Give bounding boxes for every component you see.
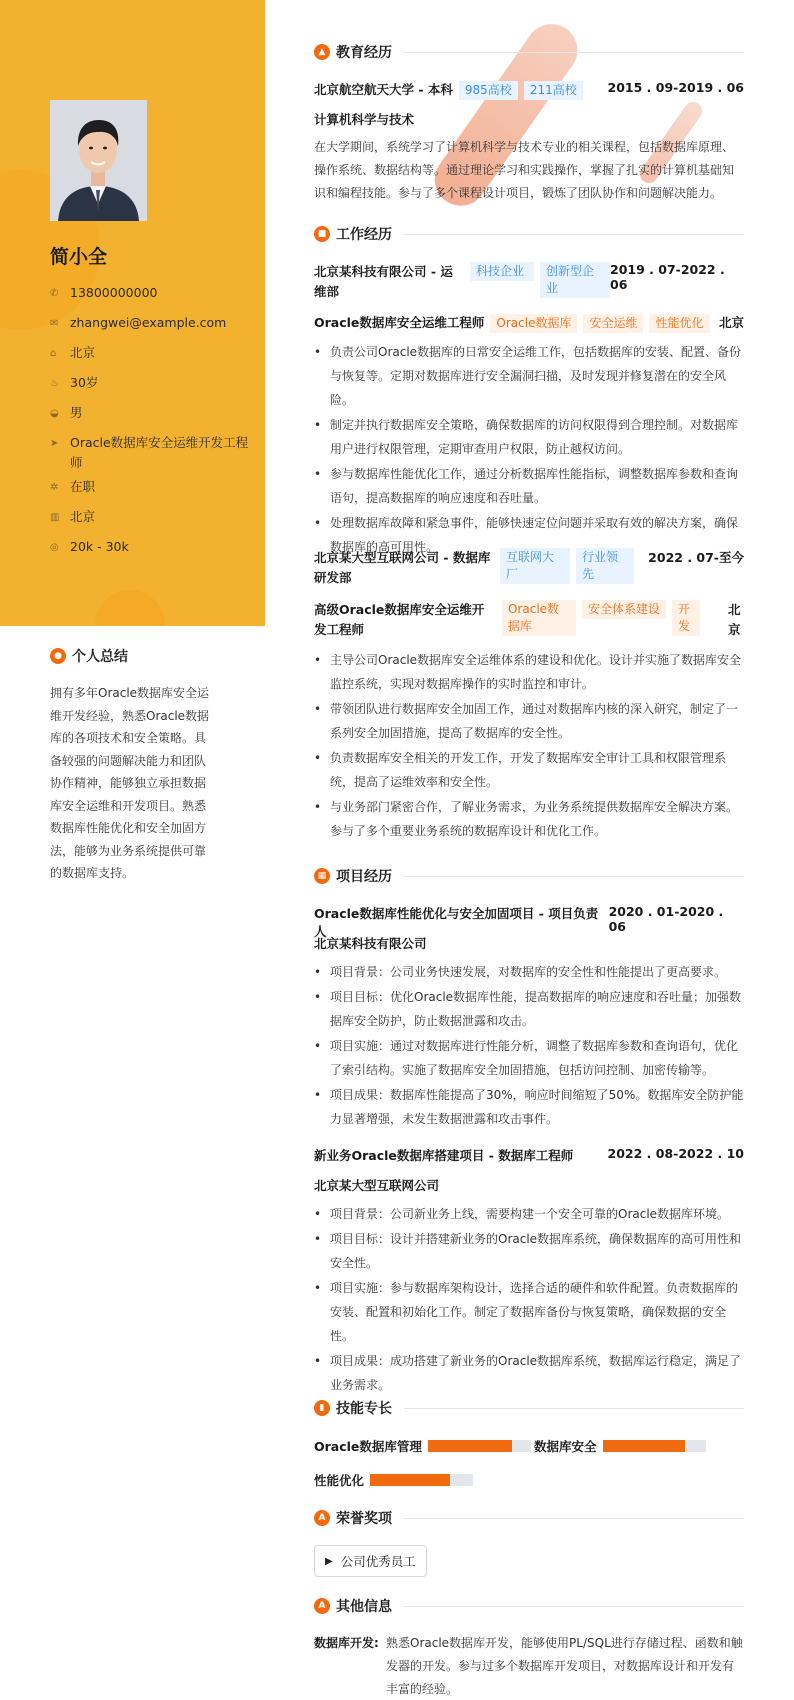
project-company: 北京某科技有限公司	[314, 936, 427, 951]
project-details-list	[314, 1202, 744, 1398]
email-icon: ✉	[50, 318, 59, 329]
project-name: Oracle数据库性能优化与安全加固项目 - 项目负责人	[314, 906, 599, 939]
job-city: 北京	[718, 315, 744, 330]
awards-title: 荣誉奖项	[336, 1511, 392, 1527]
education-date: 2015 . 09-2019 . 06	[607, 80, 744, 95]
list-item: • 参与数据库性能优化工作，通过分析数据库性能指标，调整数据库参数和查询语句，提高数据库的响应速度和吞吐量。	[314, 462, 744, 510]
home-icon: ⌂	[50, 348, 57, 359]
job-duties-list	[314, 648, 744, 844]
age-value: 30岁	[70, 375, 99, 390]
other-info-value: 熟悉Oracle数据库开发，能够使用PL/SQL进行存储过程、函数和触发器的开发。参与过多个数据库开发项目，对数据库设计和开发有丰富的经验。	[386, 1636, 743, 1696]
divider	[404, 234, 744, 235]
summary-text: 拥有多年Oracle数据库安全运维开发经验，熟悉Oracle数据库的各项技术和安全策略。具备较强的问题解决能力和团队协作精神，能够独立承担数据库安全运维和开发项目。熟悉数据库性能优化和安全加固方法，能够为业务系统提供可靠的数据库支持。	[50, 686, 210, 880]
location-value: 北京	[70, 345, 96, 360]
education-heading	[314, 42, 744, 62]
status-value: 在职	[70, 479, 96, 494]
candidate-name: 简小全	[50, 246, 108, 268]
summary-title: 个人总结	[72, 649, 128, 665]
skill-name: 数据库安全	[534, 1439, 597, 1454]
info-status	[50, 477, 250, 507]
list-item: • 项目背景：公司业务快速发展，对数据库的安全性和性能提出了更高要求。	[314, 960, 744, 984]
avatar	[50, 100, 147, 221]
project-details-list	[314, 960, 744, 1132]
list-item: • 处理数据库故障和紧急事件，能够快速定位问题并采取有效的解决方案，确保数据库的高可用性。	[314, 511, 744, 559]
user-icon: ●	[50, 648, 66, 664]
phone-value: 13800000000	[70, 285, 158, 300]
other-info-key: 数据库开发:	[314, 1636, 379, 1650]
skill-bar	[603, 1440, 706, 1452]
decorative-blob	[95, 590, 165, 626]
other-heading	[314, 1596, 744, 1616]
list-item: • 带领团队进行数据库安全加固工作，通过对数据库内核的深入研究，制定了一系列安全加固措施，提高了数据库的安全性。	[314, 697, 744, 745]
info-gender	[50, 403, 250, 433]
role-tag: Oracle数据库	[502, 600, 576, 636]
info-location	[50, 343, 250, 373]
cake-icon: ♨	[50, 378, 59, 389]
email-value: zhangwei@example.com	[70, 315, 227, 330]
grid-icon: ▦	[314, 868, 330, 884]
skill-bar-fill	[428, 1440, 512, 1452]
info-age	[50, 373, 250, 403]
job-city: 北京	[728, 602, 741, 637]
school-name: 北京航空航天大学 - 本科	[314, 82, 453, 97]
project-header	[314, 1146, 744, 1164]
send-icon: ➤	[50, 438, 59, 449]
job-header	[314, 548, 744, 588]
list-item: • 项目目标：优化Oracle数据库性能，提高数据库的响应速度和吞吐量；加强数据库安全防护，防止数据泄露和攻击。	[314, 985, 744, 1033]
role-tag: 安全体系建设	[582, 600, 666, 619]
projects-heading	[314, 866, 744, 886]
company-tag: 行业领先	[576, 548, 634, 584]
building-icon: ▥	[50, 512, 60, 523]
money-icon: ◎	[50, 542, 59, 553]
school-tag: 985高校	[459, 81, 518, 100]
job-company-block	[314, 548, 634, 588]
job-company: 北京某大型互联网公司 - 数据库研发部	[314, 550, 491, 585]
briefcase-icon: ■	[314, 226, 330, 242]
divider	[404, 1606, 744, 1607]
skill-item	[534, 1437, 706, 1455]
work-title: 工作经历	[336, 227, 392, 243]
job-role-block	[314, 313, 710, 333]
list-item: • 负责数据库安全相关的开发工作，开发了数据库安全审计工具和权限管理系统，提高了运维效率和安全性。	[314, 746, 744, 794]
job-header	[314, 262, 744, 302]
award-label: 公司优秀员工	[340, 1554, 416, 1569]
list-item: • 项目实施：参与数据库架构设计，选择合适的硬件和软件配置。负责数据库的安装、配置和初始化工作。制定了数据库备份与恢复策略，确保数据的安全性。	[314, 1276, 744, 1348]
role-tag: 安全运维	[583, 314, 643, 333]
award-chip	[314, 1545, 427, 1577]
project-company: 北京某大型互联网公司	[314, 1178, 440, 1193]
list-item: • 主导公司Oracle数据库安全运维体系的建设和优化。设计并实施了数据库安全监控系统，实现对数据库操作的实时监控和审计。	[314, 648, 744, 696]
list-item: • 与业务部门紧密合作，了解业务需求，为业务系统提供数据库安全解决方案。参与了多个重要业务系统的数据库设计和优化工作。	[314, 795, 744, 843]
job-date: 2022 . 07-至今	[648, 550, 744, 565]
other-title: 其他信息	[336, 1599, 392, 1615]
list-item: • 项目成果：数据库性能提高了30%，响应时间缩短了50%。数据库安全防护能力显著增强，未发生数据泄露和攻击事件。	[314, 1083, 744, 1131]
info-salary	[50, 537, 250, 567]
company-tag: 互联网大厂	[500, 548, 570, 584]
company-tag: 科技企业	[470, 262, 534, 281]
education-major: 计算机科学与技术	[314, 112, 415, 127]
job-role-row	[314, 600, 744, 640]
skill-bar	[370, 1474, 473, 1486]
role-tag: 开发	[672, 600, 700, 636]
divider	[404, 52, 744, 53]
divider	[404, 876, 744, 877]
job-role-block	[314, 600, 700, 640]
skill-item	[314, 1471, 473, 1489]
job-duties-list	[314, 340, 744, 560]
awards-heading	[314, 1508, 744, 1528]
job-date: 2019 . 07-2022 . 06	[610, 262, 725, 292]
salary-value: 20k - 30k	[70, 539, 129, 554]
list-item: • 项目目标：设计并搭建新业务的Oracle数据库系统，确保数据库的高可用性和安全性。	[314, 1227, 744, 1275]
project-name: 新业务Oracle数据库搭建项目 - 数据库工程师	[314, 1148, 574, 1163]
contact-info-list	[50, 283, 250, 567]
skills-title: 技能专长	[336, 1401, 392, 1417]
list-item: • 项目实施：通过对数据库进行性能分析，调整了数据库参数和查询语句，优化了索引结构。实施了数据库安全加固措施，包括访问控制、加密传输等。	[314, 1034, 744, 1082]
education-description: 在大学期间，系统学习了计算机科学与技术专业的相关课程，包括数据库原理、操作系统、数据结构等。通过理论学习和实践操作，掌握了扎实的计算机基础知识和编程技能。参与了多个课程设计项目，锻炼了团队协作和问题解决能力。	[314, 140, 735, 200]
projects-title: 项目经历	[336, 869, 392, 885]
avatar-photo	[50, 100, 147, 221]
chart-icon: ▮	[314, 1400, 330, 1416]
info-phone	[50, 283, 250, 313]
list-item: • 项目成果：成功搭建了新业务的Oracle数据库系统，数据库运行稳定，满足了业务需求。	[314, 1349, 744, 1397]
list-item: • 项目背景：公司新业务上线，需要构建一个安全可靠的Oracle数据库环境。	[314, 1202, 744, 1226]
skill-name: Oracle数据库管理	[314, 1439, 422, 1454]
education-title: 教育经历	[336, 45, 392, 61]
award-icon: A	[314, 1598, 330, 1614]
skill-bar-fill	[370, 1474, 450, 1486]
job-role: 高级Oracle数据库安全运维开发工程师	[314, 602, 485, 637]
role-tag: 性能优化	[649, 314, 709, 333]
project-date: 2022 . 08-2022 . 10	[607, 1146, 744, 1161]
summary-heading	[50, 646, 216, 666]
divider	[404, 1408, 744, 1409]
job-company: 北京某科技有限公司 - 运维部	[314, 264, 453, 299]
role-tag: Oracle数据库	[490, 314, 577, 333]
job-company-block	[314, 262, 610, 302]
job-role-row	[314, 313, 744, 333]
award-icon: A	[314, 1510, 330, 1526]
gear-icon: ✲	[50, 482, 59, 493]
info-city	[50, 507, 250, 537]
city-value: 北京	[70, 509, 96, 524]
list-item: • 制定并执行数据库安全策略，确保数据库的访问权限得到合理控制。对数据库用户进行权限管理，定期审查用户权限，防止越权访问。	[314, 413, 744, 461]
education-school-block	[314, 80, 583, 100]
job-role: Oracle数据库安全运维工程师	[314, 315, 485, 330]
skill-name: 性能优化	[314, 1473, 365, 1488]
list-item: • 负责公司Oracle数据库的日常安全运维工作，包括数据库的安装、配置、备份与恢复等。定期对数据库进行安全漏洞扫描，及时发现并修复潜在的安全风险。	[314, 340, 744, 412]
gender-value: 男	[70, 405, 83, 420]
play-icon: ▶	[325, 1555, 333, 1567]
phone-icon: ✆	[50, 288, 59, 299]
info-email	[50, 313, 250, 343]
skill-bar-fill	[603, 1440, 685, 1452]
info-position	[50, 433, 250, 477]
company-tag: 创新型企业	[540, 262, 610, 298]
skills-heading	[314, 1398, 744, 1418]
skill-item	[314, 1437, 531, 1455]
project-date: 2020 . 01-2020 . 06	[608, 904, 724, 934]
work-heading	[314, 224, 744, 244]
divider	[404, 1518, 744, 1519]
graduation-cap-icon: ▲	[314, 44, 330, 60]
education-row	[314, 80, 744, 100]
skill-bar	[428, 1440, 531, 1452]
gender-icon: ◒	[50, 408, 59, 419]
position-value: Oracle数据库安全运维开发工程师	[70, 435, 249, 470]
school-tag: 211高校	[524, 81, 583, 100]
other-info-row	[314, 1632, 744, 1700]
